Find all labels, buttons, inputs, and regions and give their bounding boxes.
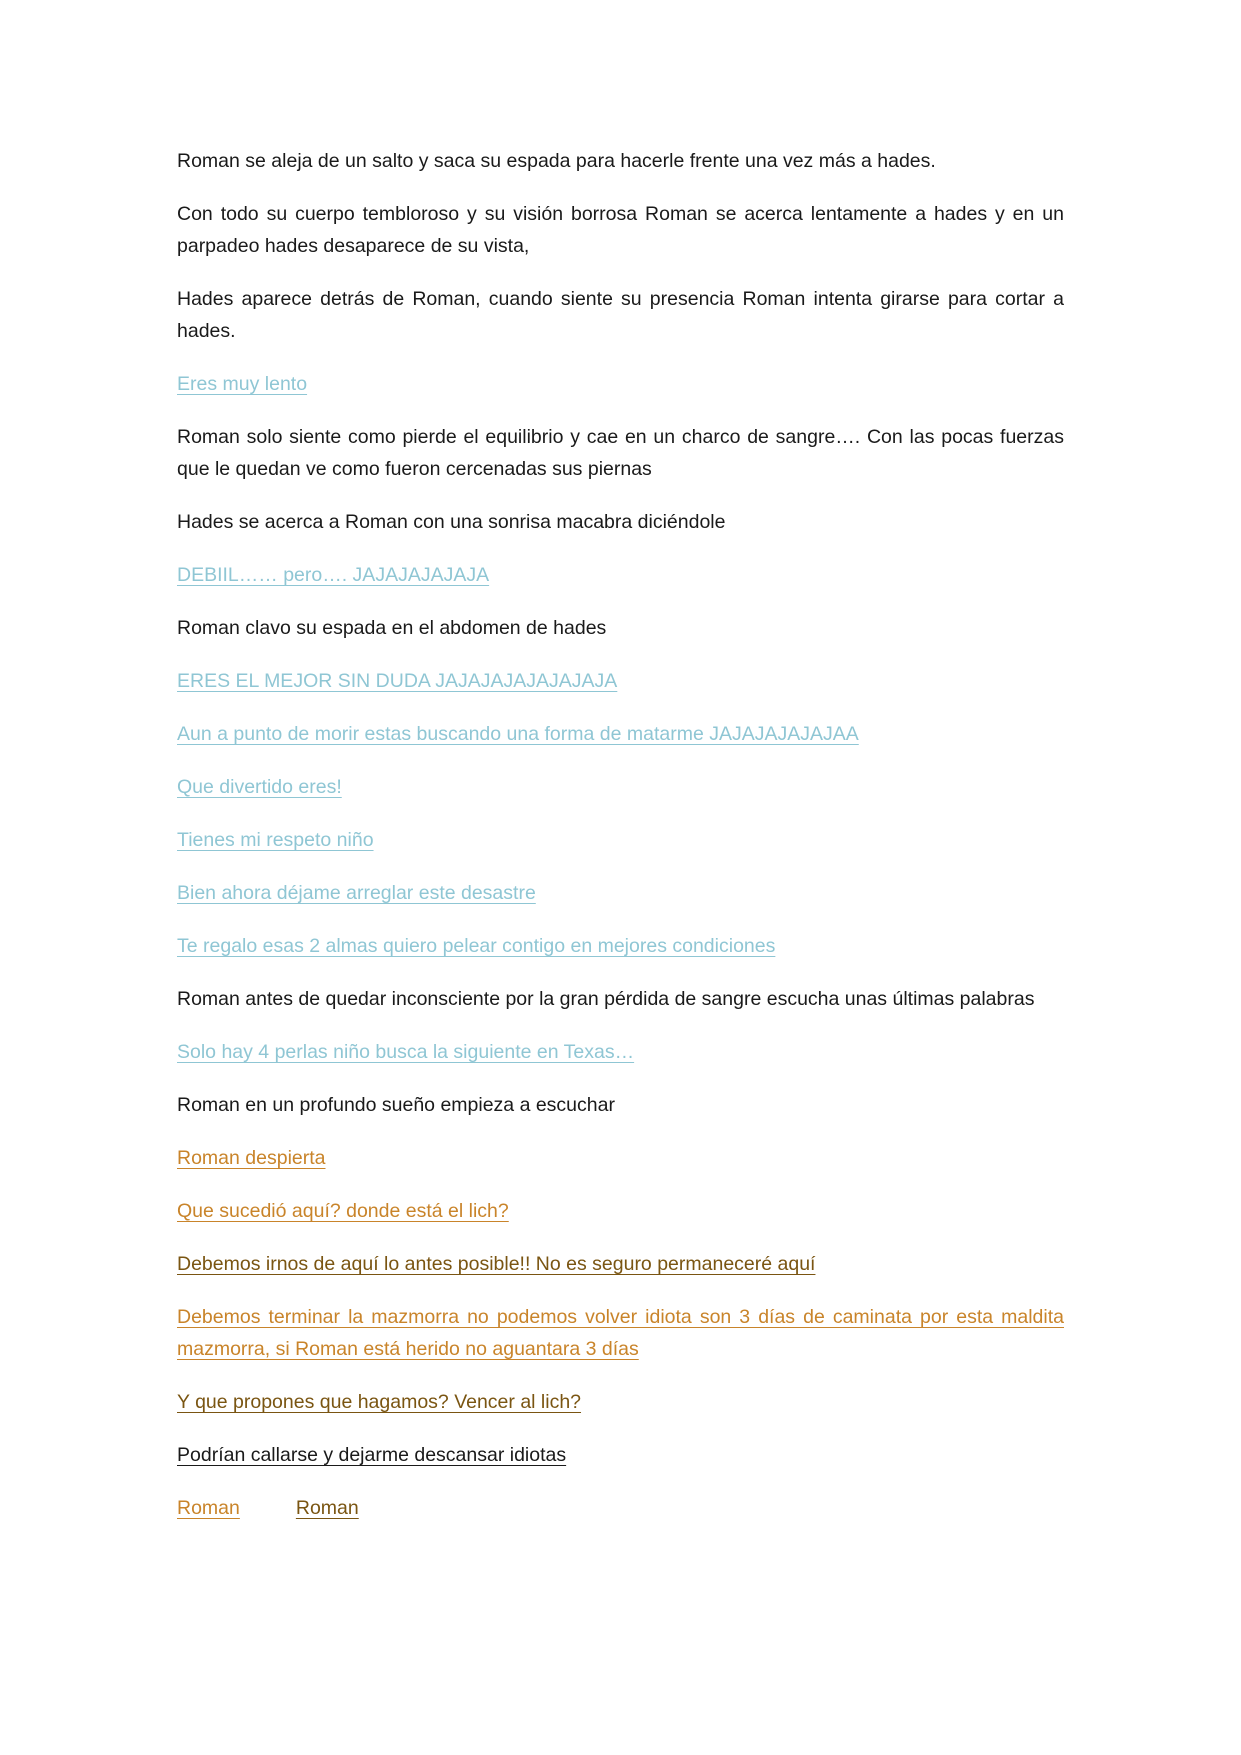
narration-paragraph: Roman solo siente como pierde el equilibrio y cae en un charco de sangre…. Con las pocas fuerzas que le quedan ve como fueron cercenadas sus piernas — [177, 426, 1064, 480]
narration-paragraph: Roman antes de quedar inconsciente por la gran pérdida de sangre escucha unas últimas palabras — [177, 988, 1035, 1010]
final-name-row — [177, 1492, 1064, 1524]
hades-dialog-line: Aun a punto de morir estas buscando una forma de matarme JAJAJAJAJAJAA — [177, 723, 859, 745]
narration-paragraph: Roman clavo su espada en el abdomen de hades — [177, 617, 607, 639]
narration-paragraph: Hades aparece detrás de Roman, cuando siente su presencia Roman intenta girarse para cortar a hades. — [177, 288, 1064, 342]
narration-paragraph: Roman en un profundo sueño empieza a escuchar — [177, 1094, 615, 1116]
roman-call-first: Roman — [177, 1497, 240, 1519]
hades-dialog-line: DEBIIL…… pero…. JAJAJAJAJAJA — [177, 564, 490, 586]
companion-dialog-line: Roman despierta — [177, 1147, 326, 1169]
hades-dialog-line: Eres muy lento — [177, 373, 308, 395]
roman-call-second: Roman — [295, 1497, 359, 1519]
companion-dialog-line: Debemos terminar la mazmorra no podemos volver idiota son 3 días de caminata por esta maldita mazmorra, si Roman está herido no aguantara 3 días — [177, 1306, 1064, 1360]
hades-dialog-line: Tienes mi respeto niño — [177, 829, 374, 851]
hades-dialog-line: Solo hay 4 perlas niño busca la siguiente en Texas… — [177, 1041, 635, 1063]
narration-paragraph: Con todo su cuerpo tembloroso y su visión borrosa Roman se acerca lentamente a hades y en un parpadeo hades desaparece de su vista, — [177, 203, 1064, 257]
hades-dialog-line: ERES EL MEJOR SIN DUDA JAJAJAJAJAJAJAJA — [177, 670, 618, 692]
document-page — [177, 145, 1064, 1524]
hades-dialog-line: Bien ahora déjame arreglar este desastre — [177, 882, 536, 904]
companion-dialog-line: Y que propones que hagamos? Vencer al lich? — [177, 1391, 582, 1413]
hades-dialog-line: Que divertido eres! — [177, 776, 342, 798]
hades-dialog-line: Te regalo esas 2 almas quiero pelear contigo en mejores condiciones — [177, 935, 776, 957]
companion-dialog-line: Que sucedió aquí? donde está el lich? — [177, 1200, 509, 1222]
roman-dialog-line: Podrían callarse y dejarme descansar idiotas — [177, 1444, 567, 1466]
companion-dialog-line: Debemos irnos de aquí lo antes posible!! No es seguro permaneceré aquí — [177, 1253, 816, 1275]
narration-paragraph: Hades se acerca a Roman con una sonrisa macabra diciéndole — [177, 511, 726, 533]
narration-paragraph: Roman se aleja de un salto y saca su espada para hacerle frente una vez más a hades. — [177, 150, 936, 172]
